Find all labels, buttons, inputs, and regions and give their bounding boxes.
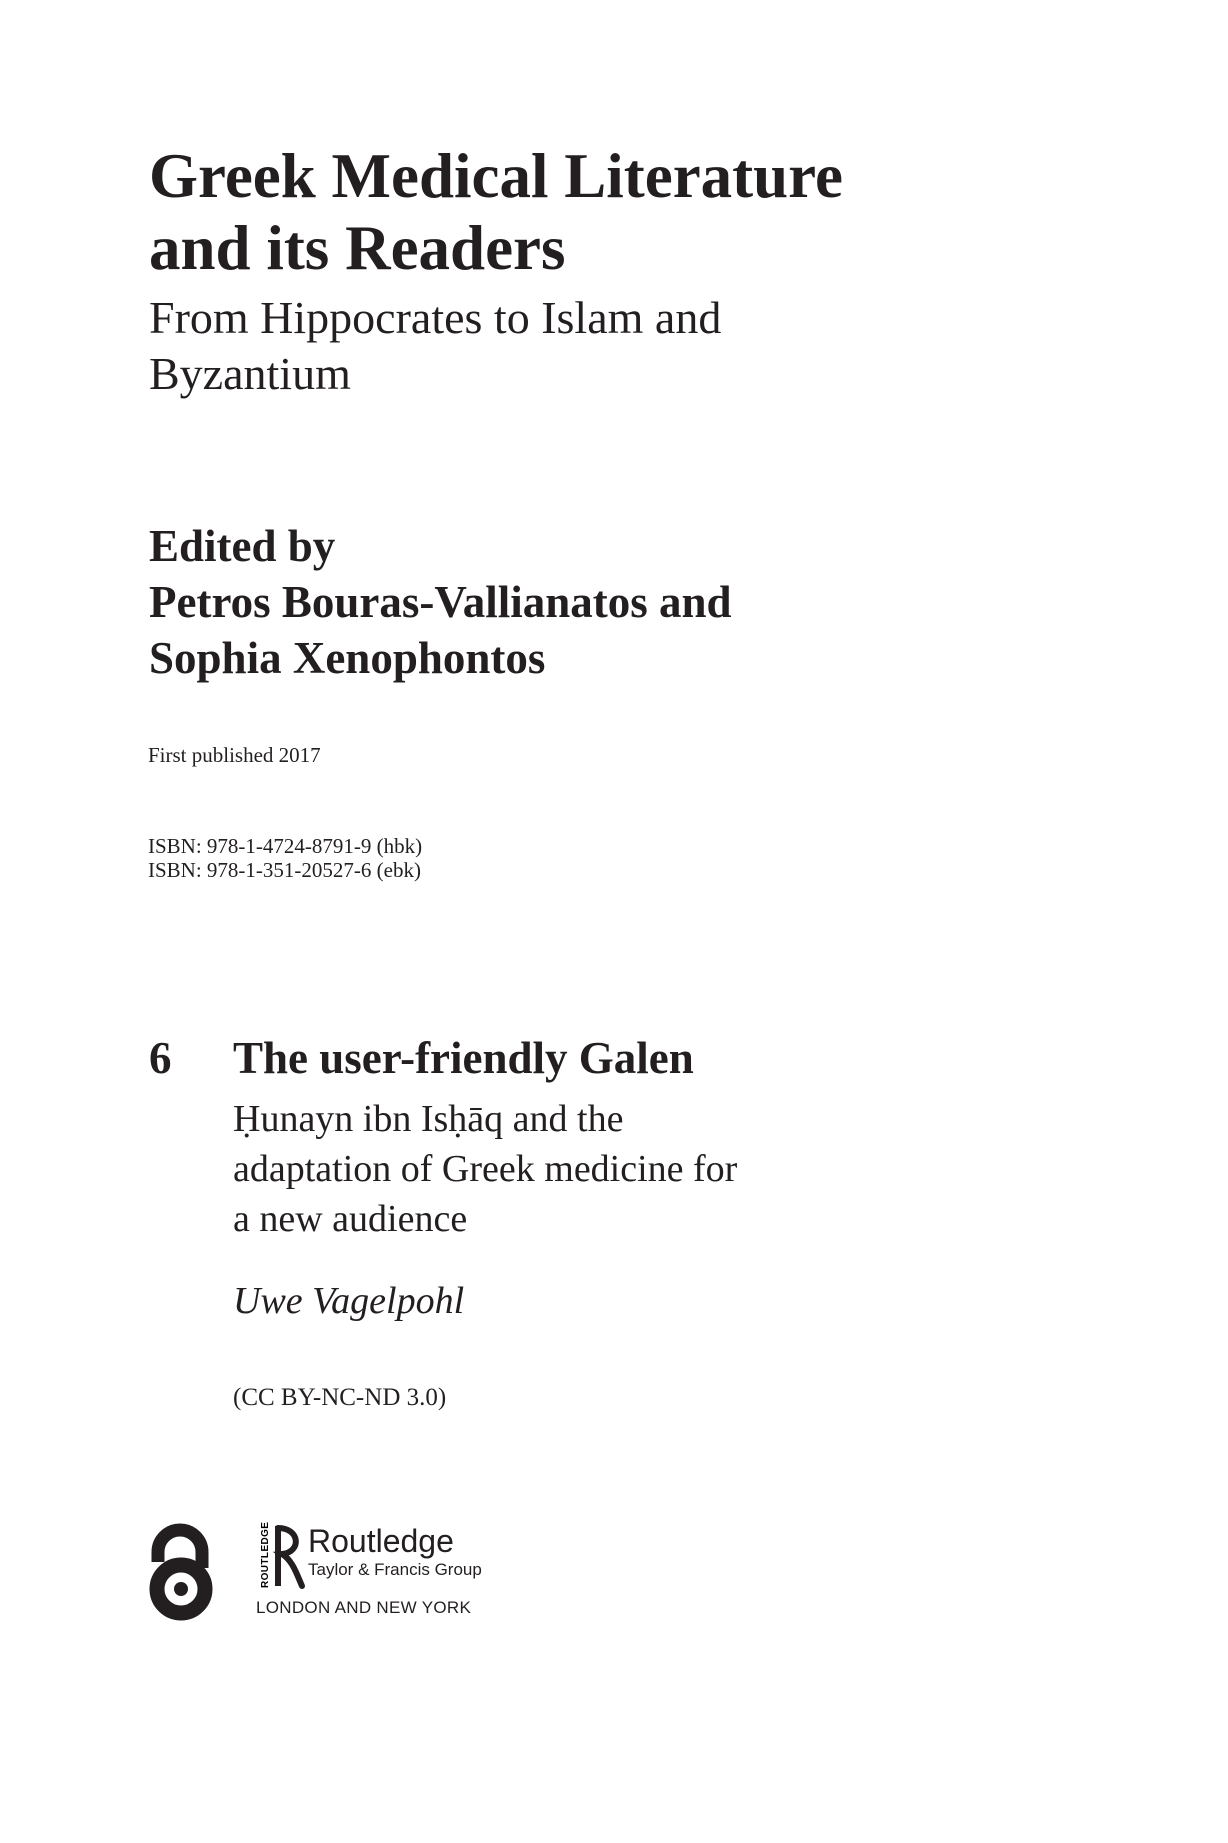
book-subtitle-line-1: From Hippocrates to Islam and [149,292,722,343]
book-title [149,140,1049,284]
chapter-block [149,1030,1049,1413]
book-title-line-1: Greek Medical Literature [149,141,843,211]
isbn-hbk: ISBN: 978-1-4724-8791-9 (hbk) [148,834,423,858]
chapter-heading [149,1030,1049,1086]
chapter-title: The user-friendly Galen [233,1033,694,1083]
chapter-subtitle-line-1: Ḥunayn ibn Isḥāq and the [233,1098,624,1140]
chapter-subtitle [233,1094,1049,1244]
publisher-group: Taylor & Francis Group [308,1560,482,1579]
book-title-line-2: and its Readers [149,213,566,283]
editor-names-line-1: Petros Bouras-Vallianatos and [149,577,732,627]
chapter-number: 6 [149,1033,172,1083]
chapter-body [233,1094,1049,1413]
routledge-vertical-mark: ROUTLEDGE [260,1522,271,1588]
book-subtitle-line-2: Byzantium [149,348,351,399]
publisher-block [256,1522,576,1622]
chapter-subtitle-line-2: adaptation of Greek medicine for [233,1148,738,1190]
isbn-block [148,834,422,882]
logos-row [148,1522,568,1622]
book-subtitle [149,290,1049,402]
publisher-cities: LONDON AND NEW YORK [256,1598,472,1617]
license-label: (CC BY-NC-ND 3.0) [233,1384,447,1411]
edited-by-label: Edited by [149,521,336,571]
chapter-subtitle-line-3: a new audience [233,1198,468,1240]
book-title-block [149,140,1049,402]
routledge-logo-icon [256,1522,306,1592]
publisher-name: Routledge [308,1523,454,1559]
isbn-ebk: ISBN: 978-1-351-20527-6 (ebk) [148,858,421,882]
chapter-author: Uwe Vagelpohl [233,1280,465,1322]
editors-block [149,518,1049,686]
open-access-icon [148,1522,218,1622]
first-published-note: First published 2017 [148,743,321,767]
editor-names-line-2: Sophia Xenophontos [149,633,546,683]
